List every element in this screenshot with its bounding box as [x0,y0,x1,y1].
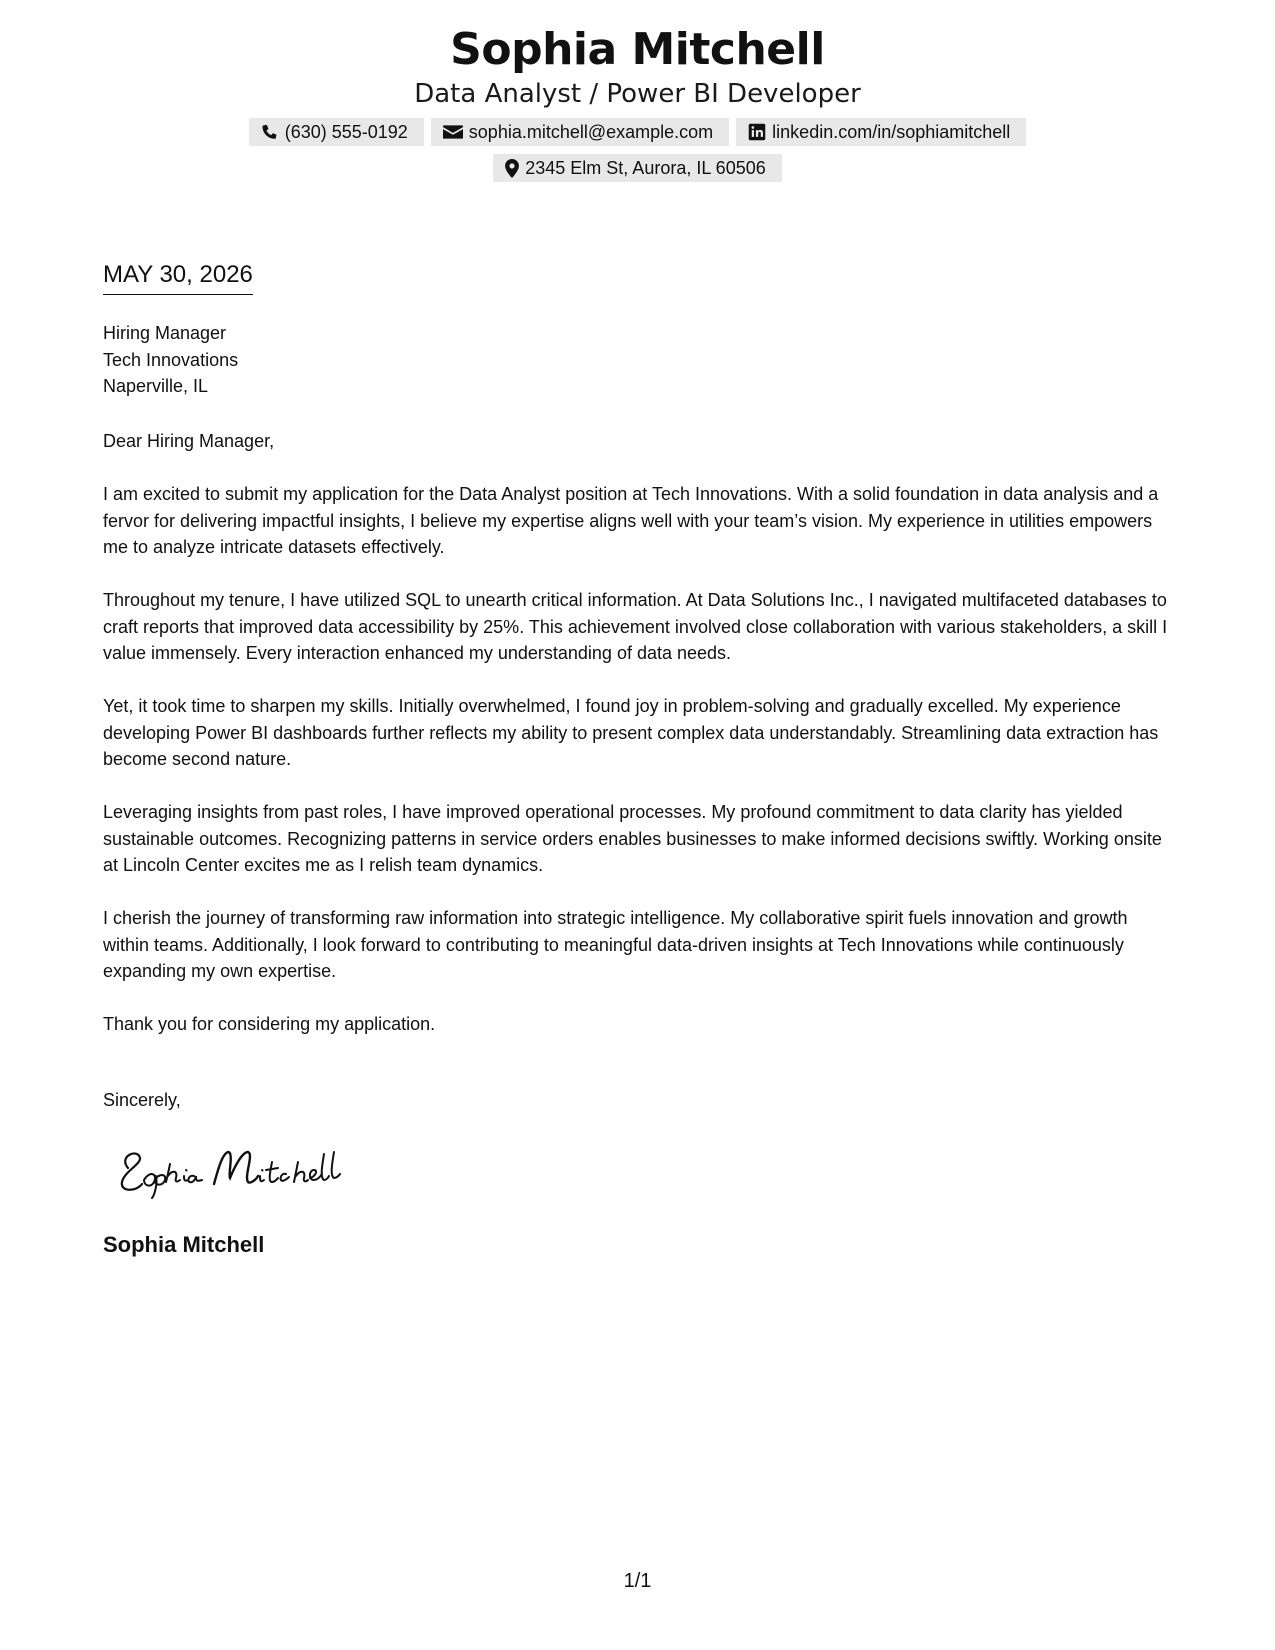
signer-name: Sophia Mitchell [103,1232,265,1257]
linkedin-text: linkedin.com/in/sophiamitchell [772,121,1011,142]
applicant-name: Sophia Mitchell [450,24,825,75]
page-number: 1/1 [623,1570,652,1592]
envelope-icon [443,124,463,140]
linkedin-chip[interactable] [736,118,1026,146]
body-paragraph: I am excited to submit my application for the Data Analyst position at Tech Innovations. With a solid foundation in data analysis and a fervor for delivering impactful insights, I believe my expertise aligns well with your team’s vision. My experience in utilities empowers me to analyze intricate datasets effectively. [103,484,1159,557]
salutation: Dear Hiring Manager, [103,431,275,451]
address-chip [493,154,782,182]
phone-text: (630) 555-0192 [284,121,408,142]
linkedin-icon [748,123,766,141]
contact-row-primary [0,118,1275,146]
email-text: sophia.mitchell@example.com [468,121,714,142]
applicant-role: Data Analyst / Power BI Developer [414,79,861,109]
address-text: 2345 Elm St, Aurora, IL 60506 [525,157,766,178]
phone-chip[interactable] [249,118,424,146]
contact-row-secondary [0,154,1275,182]
recipient-company: Tech Innovations [103,349,239,370]
map-pin-icon [505,159,519,178]
phone-icon [261,123,279,141]
recipient-title: Hiring Manager [103,323,227,343]
thank-you-line: Thank you for considering my application. [103,1014,436,1034]
letter-date: MAY 30, 2026 [103,260,253,295]
closing: Sincerely, [103,1090,181,1110]
body-paragraph: Throughout my tenure, I have utilized SQL to unearth critical information. At Data Solutions Inc., I navigated multifaceted databases to craft reports that improved data accessibility by 25%. This achievement involved close collaboration with various stakeholders, a skill I value immensely. Every interaction enhanced my understanding of data needs. [103,590,1168,663]
letter-header [0,22,1275,182]
recipient-location: Naperville, IL [103,376,209,396]
body-paragraph: I cherish the journey of transforming raw information into strategic intelligence. My collaborative spirit fuels innovation and growth within teams. Additionally, I look forward to contributing to meaningful data-driven insights at Tech Innovations while continuously expanding my own expertise. [103,908,1128,981]
body-paragraph: Leveraging insights from past roles, I have improved operational processes. My profound commitment to data clarity has yielded sustainable outcomes. Recognizing patterns in service orders enables businesses to make informed decisions swiftly. Working onsite at Lincoln Center excites me as I relish team dynamics. [103,802,1162,875]
handwritten-signature [110,1140,350,1205]
recipient-block [103,320,1178,400]
email-chip[interactable] [431,118,729,146]
letter-body [103,481,1178,1064]
body-paragraph: Yet, it took time to sharpen my skills. Initially overwhelmed, I found joy in problem-solving and gradually excelled. My experience developing Power BI dashboards further reflects my ability to present complex data understandably. Streamlining data extraction has become second nature. [103,696,1159,769]
